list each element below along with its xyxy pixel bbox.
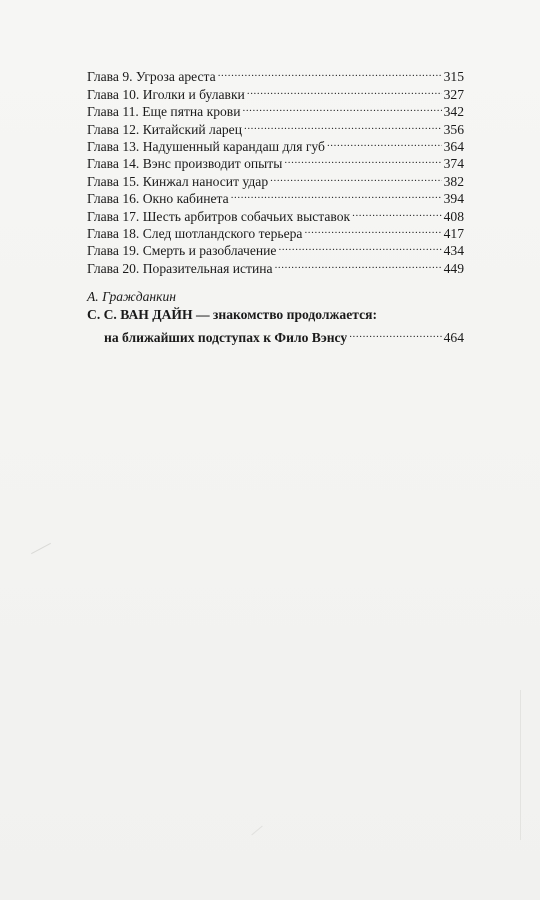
toc-entry-page: 364 (443, 138, 464, 154)
toc-entry-page: 394 (443, 191, 464, 207)
toc-leader-dots (218, 64, 442, 81)
toc-leader-dots (242, 99, 441, 116)
afterword-page: 464 (443, 330, 464, 345)
toc-entry-page: 408 (443, 208, 464, 224)
toc-entry-page: 417 (443, 225, 464, 241)
afterword-author: А. Гражданкин (87, 289, 177, 304)
toc-leader-dots (231, 186, 442, 203)
toc-entry-title: Глава 19. Смерть и разоблачение (87, 243, 277, 259)
toc-entry-page: 327 (443, 86, 464, 102)
toc-leader-dots (278, 238, 441, 255)
toc-entry-title: Глава 17. Шесть арбитров собачьих выставок (87, 208, 351, 224)
toc-leader-dots (327, 134, 442, 151)
toc-leader-dots (352, 203, 442, 220)
toc-entry-title: Глава 18. След шотландского терьера (87, 225, 303, 241)
toc-entry-title: Глава 9. Угроза ареста (87, 69, 216, 85)
afterword-entry (87, 288, 464, 345)
toc-leader-dots (304, 221, 441, 238)
toc-entry-title: Глава 11. Еще пятна крови (87, 104, 241, 120)
scan-mark (251, 826, 262, 836)
toc-entry-page: 315 (443, 69, 464, 85)
toc-leader-dots (247, 81, 442, 98)
scan-mark (520, 690, 521, 840)
afterword-subtitle-row (87, 324, 464, 345)
toc-entry-page: 382 (443, 173, 464, 189)
toc-entry-title: Глава 20. Поразительная истина (87, 260, 273, 276)
toc-leader-dots (275, 255, 442, 272)
toc-entry-title: Глава 15. Кинжал наносит удар (87, 173, 269, 189)
afterword-title: С. С. ВАН ДАЙН — знакомство продолжается: (87, 307, 377, 322)
toc-entry-title: Глава 10. Иголки и булавки (87, 86, 245, 102)
toc-leader-dots (284, 151, 441, 168)
toc-leader-dots (349, 324, 441, 342)
toc-entry (87, 64, 464, 85)
afterword-subtitle: на ближайших подступах к Фило Вэнсу (104, 330, 348, 345)
toc-leader-dots (244, 116, 442, 133)
toc-entry-title: Глава 12. Китайский ларец (87, 121, 242, 137)
table-of-contents (87, 64, 464, 276)
toc-entry-page: 434 (443, 243, 464, 259)
toc-entry-title: Глава 13. Надушенный карандаш для губ (87, 138, 325, 154)
toc-entry-page: 342 (443, 104, 464, 120)
toc-leader-dots (270, 168, 441, 185)
toc-entry-title: Глава 16. Окно кабинета (87, 191, 229, 207)
toc-entry-page: 449 (443, 260, 464, 276)
scan-mark (31, 543, 51, 554)
toc-entry-page: 374 (443, 156, 464, 172)
toc-entry-title: Глава 14. Вэнс производит опыты (87, 156, 283, 172)
toc-entry-page: 356 (443, 121, 464, 137)
